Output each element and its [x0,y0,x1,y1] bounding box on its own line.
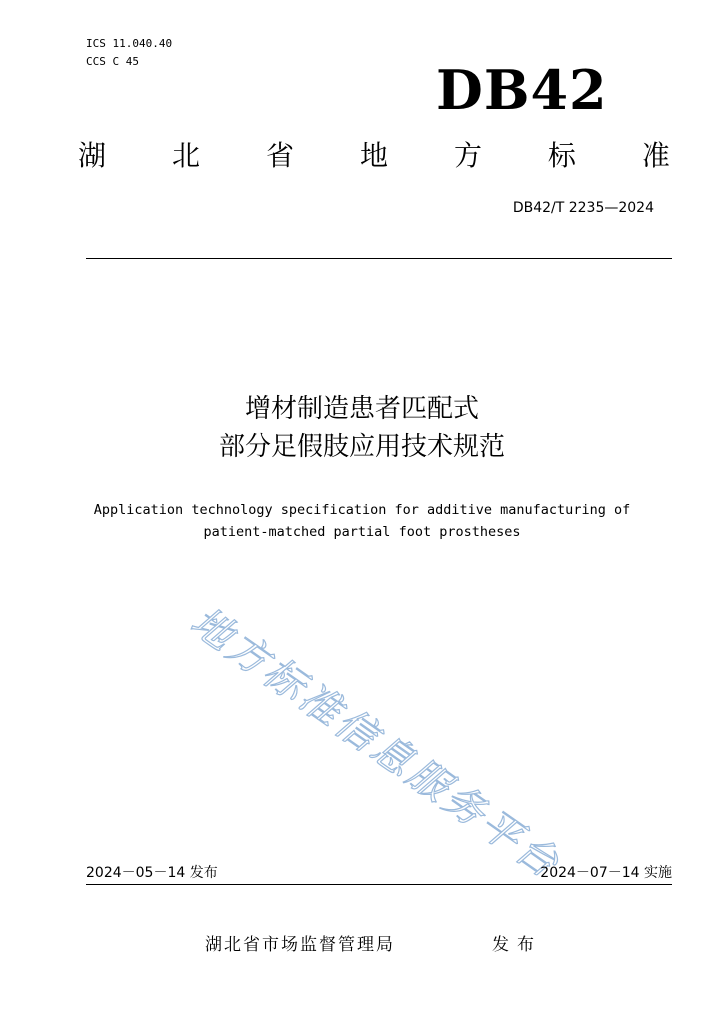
watermark-text: 地方标准信息服务平台 [182,598,570,889]
standard-number: DB42/T 2235—2024 [512,200,654,216]
bottom-divider [86,884,672,885]
region-title-char: 准 [641,139,670,172]
issuing-authority: 湖北省市场监督管理局 [205,935,395,955]
ccs-code: CCS C 45 [86,55,139,68]
region-title-char: 省 [265,139,294,172]
title-zh-line-1: 增材制造患者匹配式 [244,394,479,424]
db42-logo: DB42 [436,58,608,122]
region-title-char: 地 [359,139,388,172]
issue-label: 发布 [492,935,542,955]
region-title-char: 标 [547,139,576,172]
document-title-zh [0,390,724,466]
document-title-en [0,499,724,543]
title-en-line-1: Application technology specification for additive manufacturing of [93,502,631,518]
region-title-char: 北 [171,139,200,172]
ics-code: ICS 11.040.40 [86,37,173,50]
title-en-line-2: patient-matched partial foot prostheses [203,524,521,540]
region-standard-title [78,138,670,174]
title-zh-line-2: 部分足假肢应用技术规范 [218,432,505,462]
publish-date: 2024－05－14 发布 [86,865,218,881]
top-divider [86,258,672,259]
implement-date: 2024－07－14 实施 [540,865,672,881]
region-title-char: 方 [453,139,482,172]
region-title-char: 湖 [78,139,107,172]
